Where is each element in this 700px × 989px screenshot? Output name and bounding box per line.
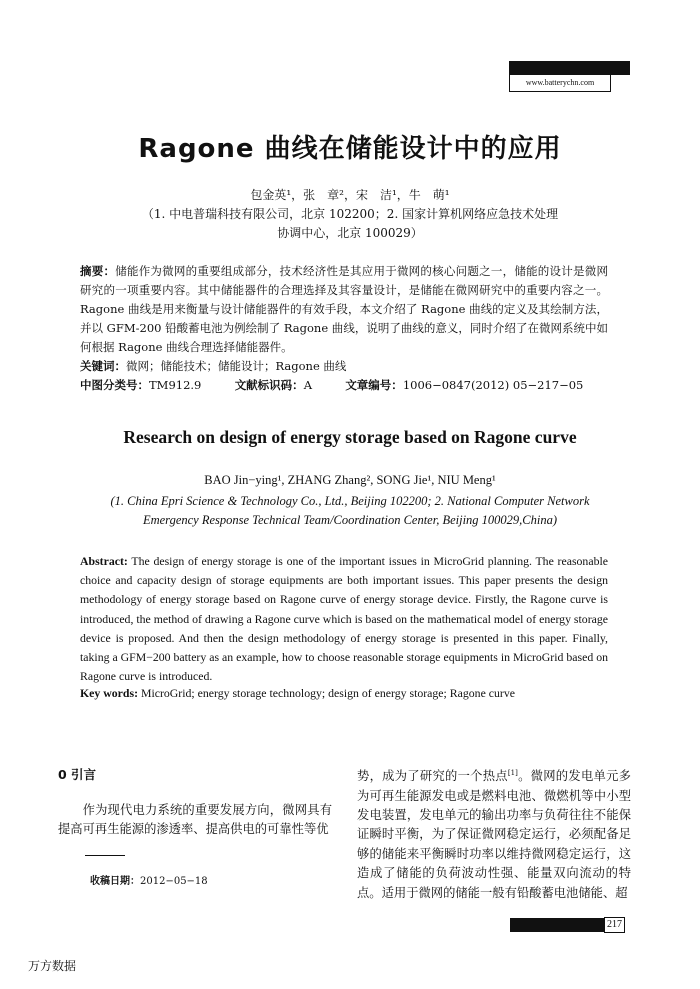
affiliation-cn-line-2: 协调中心，北京 100029）	[277, 226, 423, 240]
doc-code-value: A	[303, 378, 312, 392]
article-number-value: 1006−0847(2012) 05−217−05	[402, 378, 584, 392]
header-black-bar	[509, 61, 630, 75]
affiliation-en-line-1: (1. China Epri Science & Technology Co., Ltd., Beijing 102200; 2. National Computer Network	[110, 494, 590, 508]
keywords-en-label: Key words:	[80, 686, 138, 700]
footnote-rule	[85, 855, 125, 856]
right-text-part-2: 。微网的发电单元多为可再生能源发电或是燃料电池、微燃机等中小型发电装置，发电单元的输出功率与负荷往往不能保证瞬时平衡，为了保证微网稳定运行，必须配备足够的储能来平衡瞬时功率以维持微网稳定运行，这造成了储能的负荷波动性强、能量双向流动的特点。适用于微网的储能一般有铅酸蓄电池储能、超	[357, 769, 631, 900]
received-value: 2012−05−18	[140, 876, 208, 887]
doc-code-label: 文献标识码：	[234, 378, 304, 392]
authors-cn: 包金英¹，张 章²，宋 洁¹，牛 萌¹	[250, 188, 450, 202]
section-heading	[58, 764, 332, 783]
clc-label: 中图分类号：	[80, 378, 149, 392]
keywords-en	[80, 686, 608, 701]
affiliation-en-line-2: Emergency Response Technical Team/Coordination Center, Beijing 100029,China)	[142, 513, 558, 527]
section-0-right-text	[357, 764, 631, 903]
keywords-cn-label: 关键词：	[80, 359, 126, 373]
wanfang-watermark: 万方数据	[28, 959, 77, 973]
section-0-left-text: 作为现代电力系统的重要发展方向，微网具有提高可再生能源的渗透率、提高供电的可靠性等优	[58, 803, 332, 837]
affiliation-cn	[110, 205, 590, 243]
section-0-heading: 0 引言	[58, 767, 97, 782]
classification-line	[80, 376, 608, 395]
abstract-en-text: The design of energy storage is one of the important issues in MicroGrid planning. The reasonable choice and capacity design of storage equipments are both important issues. This paper presents the design methodology of energy storage based on Ragone curve of energy storage device. Firstly, the Ragone curve is introduced, the method of drawing a Ragone curve which is based on the mathematical model of energy storage device is proposed. And then the design methodology of energy storage is presented in this paper. Finally, taking a GFM−200 battery as an example, how to choose reasonable storage equipments in MicroGrid based on Ragone curve is introduced.	[80, 554, 608, 684]
authors-en: BAO Jin−ying¹, ZHANG Zhang², SONG Jie¹, NIU Meng¹	[204, 473, 496, 487]
citation-ref: [1]	[507, 769, 518, 777]
article-number-label: 文章编号：	[345, 378, 403, 392]
paper-title-en: Research on design of energy storage based on Ragone curve	[123, 427, 577, 447]
right-text-part-1: 势，成为了研究的一个热点	[357, 769, 508, 784]
footer-black-bar	[510, 918, 608, 932]
keywords-cn-text: 微网；储能技术；储能设计；Ragone 曲线	[126, 359, 347, 373]
keywords-en-text: MicroGrid; energy storage technology; design of energy storage; Ragone curve	[140, 686, 515, 700]
abstract-cn-label: 摘要：	[80, 264, 116, 278]
abstract-cn-text: 储能作为微网的重要组成部分，技术经济性是其应用于微网的核心问题之一，储能的设计是微网研究的一项重要内容。其中储能器件的合理选择及其容量设计，是储能在微网研究中的重要内容之一。Ragone 曲线是用来衡量与设计储能器件的有效手段，本文介绍了 Ragone 曲线的定义及其绘制方法，并以 GFM-200 铅酸蓄电池为例绘制了 Ragone 曲线，说明了曲线的意义，同时介绍了在微网系统中如何根据 Ragone 曲线合理选择储能器件。	[80, 264, 608, 354]
affiliation-en	[80, 492, 620, 530]
paper-title-cn: Ragone 曲线在储能设计中的应用	[138, 134, 562, 164]
page-number: 217	[604, 917, 625, 933]
clc-value: TM912.9	[149, 378, 202, 392]
abstract-en-label: Abstract:	[80, 554, 128, 568]
affiliation-cn-line-1: （1. 中电普瑞科技有限公司，北京 102200；2. 国家计算机网络应急技术处理	[141, 207, 559, 221]
header-url: www.batterychn.com	[509, 74, 611, 92]
received-date	[90, 872, 208, 887]
abstract-cn	[80, 262, 608, 357]
abstract-en	[80, 552, 608, 686]
keywords-cn	[80, 357, 608, 376]
received-label: 收稿日期：	[90, 876, 140, 887]
